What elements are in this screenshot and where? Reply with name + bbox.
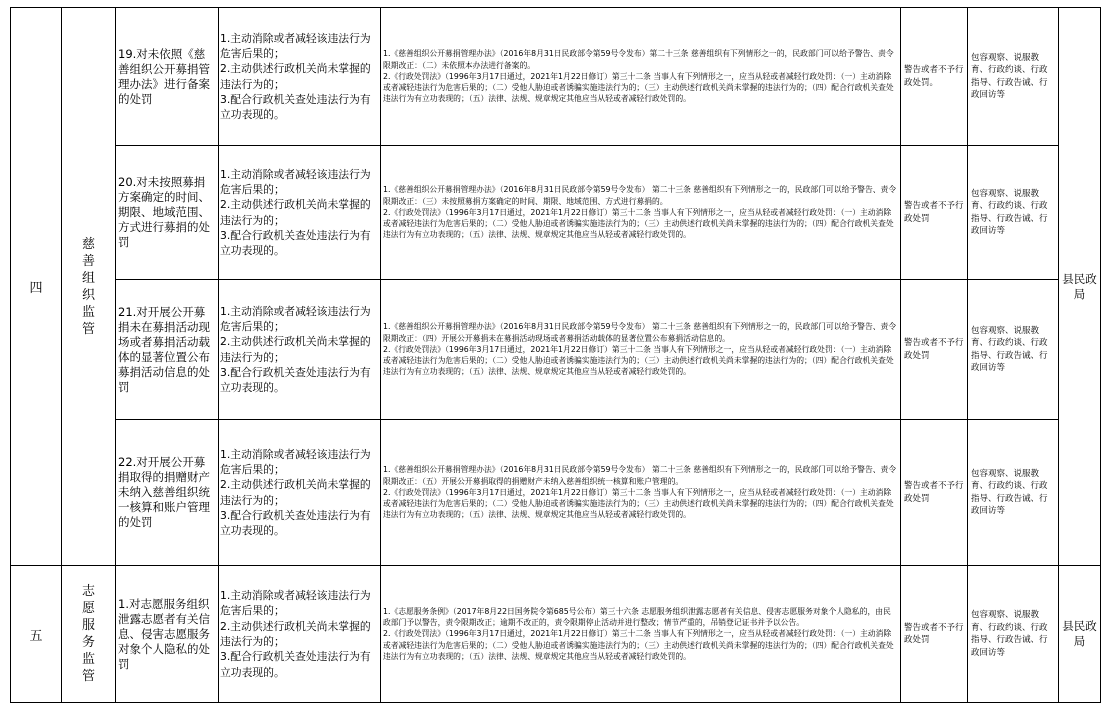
supervision-method: 包容观察、说服教育、行政约谈、行政指导、行政告诫、行政回访等: [968, 280, 1059, 420]
item-name: 22.对开展公开募捐取得的捐赠财产未纳入慈善组织统一核算和账户管理的处罚: [116, 420, 219, 566]
table-row: [11, 146, 1101, 280]
penalty-measure: 警告或者不予行政处罚: [901, 146, 968, 280]
condition-line: 2.主动供述行政机关尚未掌握的违法行为的；: [220, 478, 371, 507]
conditions: [219, 146, 381, 280]
condition-line: 2.主动供述行政机关尚未掌握的违法行为的；: [220, 619, 371, 648]
conditions: [219, 420, 381, 566]
item-name: 21.对开展公开募捐未在募捐活动现场或者募捐活动载体的显著位置公布募捐活动信息的处罚: [116, 280, 219, 420]
group-category: [62, 8, 116, 566]
conditions: [219, 566, 381, 703]
condition-line: 3.配合行政机关查处违法行为有立功表现的。: [220, 228, 371, 258]
item-name: 19.对未依照《慈善组织公开募捐管理办法》进行备案的处罚: [116, 8, 219, 146]
item-name: 1.对志愿服务组织泄露志愿者有关信息、侵害志愿服务对象个人隐私的处罚: [116, 566, 219, 703]
penalty-measure: 警告或者不予行政处罚: [901, 566, 968, 703]
category-label: 志愿服务监管: [81, 584, 95, 684]
supervision-method: 包容观察、说服教育、行政约谈、行政指导、行政告诫、行政回访等: [968, 420, 1059, 566]
group-seq: 五: [11, 566, 62, 703]
item-name: 20.对未按照募捐方案确定的时间、期限、地域范围、方式进行募捐的处罚: [116, 146, 219, 280]
penalty-measure: 警告或者不予行政处罚: [901, 420, 968, 566]
legal-basis: 1.《志愿服务条例》（2017年8月22日国务院令第685号公布）第三十六条 志愿服务组织泄露志愿者有关信息、侵害志愿服务对象个人隐私的，由民政部门予以警告，责令限期改正；逾期不改正的，责令限期停止活动并进行整改；情节严重的，吊销登记证书并予以公告。 2.《行政处罚法》（1996年3月17日通过，2021年1月22日修订）第三十二条 当事人有下列情形之一，应当从轻或者减轻行政处罚：（一）主动消除或者减轻违法行为危害后果的；（二）受他人胁迫或者诱骗实施违法行为的；（三）主动供述行政机关尚未掌握的违法行为的；（四）配合行政机关查处违法行为有立功表现的；（五）法律、法规、规章规定其他应当从轻或者减轻行政处罚的。: [381, 566, 901, 703]
supervision-method: 包容观察、说服教育、行政约谈、行政指导、行政告诫、行政回访等: [968, 566, 1059, 703]
condition-line: 2.主动供述行政机关尚未掌握的违法行为的；: [220, 335, 371, 364]
table-row: [11, 280, 1101, 420]
table-row: [11, 420, 1101, 566]
condition-line: 3.配合行政机关查处违法行为有立功表现的。: [220, 365, 371, 395]
group-category: [62, 566, 116, 703]
category-label: 慈善组织监管: [81, 236, 95, 337]
condition-line: 2.主动供述行政机关尚未掌握的违法行为的；: [220, 198, 371, 227]
department: 县民政局: [1059, 8, 1101, 566]
supervision-method: 包容观察、说服教育、行政约谈、行政指导、行政告诫、行政回访等: [968, 146, 1059, 280]
condition-line: 1.主动消除或者减轻该违法行为危害后果的；: [220, 447, 371, 476]
table-row: [11, 566, 1101, 703]
condition-line: 1.主动消除或者减轻该违法行为危害后果的；: [220, 31, 371, 60]
condition-line: 1.主动消除或者减轻该违法行为危害后果的；: [220, 304, 371, 333]
condition-line: 3.配合行政机关查处违法行为有立功表现的。: [220, 650, 371, 679]
legal-basis: 1.《慈善组织公开募捐管理办法》（2016年8月31日民政部令第59号令发布） 第二十三条 慈善组织有下列情形之一的，民政部门可以给予警告、责令限期改正：（五）开展公开募捐取得的捐赠财产未纳入慈善组织统一核算和账户管理的。 2.《行政处罚法》（1996年3月17日通过，2021年1月22日修订）第三十二条 当事人有下列情形之一，应当从轻或者减轻行政处罚：（一）主动消除或者减轻违法行为危害后果的；（二）受他人胁迫或者诱骗实施违法行为的；（三）主动供述行政机关尚未掌握的违法行为的；（四）配合行政机关查处违法行为有立功表现的；（五）法律、法规、规章规定其他应当从轻或者减轻行政处罚的。: [381, 420, 901, 566]
penalty-measure: 警告或者不予行政处罚。: [901, 8, 968, 146]
condition-line: 1.主动消除或者减轻该违法行为危害后果的；: [220, 167, 371, 196]
condition-line: 1.主动消除或者减轻该违法行为危害后果的；: [220, 589, 371, 618]
legal-basis: 1.《慈善组织公开募捐管理办法》（2016年8月31日民政部令第59号令发布） 第二十三条 慈善组织有下列情形之一的，民政部门可以给予警告、责令限期改正：（三）未按照募捐方案确定的时间、期限、地域范围、方式进行募捐的。 2.《行政处罚法》（1996年3月17日通过，2021年1月22日修订）第三十二条 当事人有下列情形之一，应当从轻或者减轻行政处罚：（一）主动消除或者减轻违法行为危害后果的；（二）受他人胁迫或者诱骗实施违法行为的；（三）主动供述行政机关尚未掌握的违法行为的；（四）配合行政机关查处违法行为有立功表现的；（五）法律、法规、规章规定其他应当从轻或者减轻行政处罚的。: [381, 146, 901, 280]
conditions: [219, 280, 381, 420]
supervision-method: 包容观察、说服教育、行政约谈、行政指导、行政告诫、行政回访等: [968, 8, 1059, 146]
condition-line: 3.配合行政机关查处违法行为有立功表现的。: [220, 508, 371, 538]
legal-basis: 1.《慈善组织公开募捐管理办法》（2016年8月31日民政部令第59号令发布）第二十三条 慈善组织有下列情形之一的，民政部门可以给予警告、责令限期改正：（二）未依照本办法进行备案的。 2.《行政处罚法》（1996年3月17日通过，2021年1月22日修订）第三十二条 当事人有下列情形之一，应当从轻或者减轻行政处罚：（一）主动消除或者减轻违法行为危害后果的；（二）受他人胁迫或者诱骗实施违法行为的；（三）主动供述行政机关尚未掌握的违法行为的；（四）配合行政机关查处违法行为有立功表现的；（五）法律、法规、规章规定其他应当从轻或者减轻行政处罚的。: [381, 8, 901, 146]
conditions: [219, 8, 381, 146]
condition-line: 3.配合行政机关查处违法行为有立功表现的。: [220, 92, 371, 122]
condition-line: 2.主动供述行政机关尚未掌握的违法行为的；: [220, 62, 371, 91]
group-seq: 四: [11, 8, 62, 566]
department: 县民政局: [1059, 566, 1101, 703]
penalty-table: [10, 7, 1101, 703]
legal-basis: 1.《慈善组织公开募捐管理办法》（2016年8月31日民政部令第59号令发布） 第二十三条 慈善组织有下列情形之一的，民政部门可以给予警告、责令限期改正：（四）开展公开募捐未在募捐活动现场或者募捐活动载体的显著位置公布募捐活动信息的。 2.《行政处罚法》（1996年3月17日通过，2021年1月22日修订）第三十二条 当事人有下列情形之一，应当从轻或者减轻行政处罚：（一）主动消除或者减轻违法行为危害后果的；（二）受他人胁迫或者诱骗实施违法行为的；（三）主动供述行政机关尚未掌握的违法行为的；（四）配合行政机关查处违法行为有立功表现的；（五）法律、法规、规章规定其他应当从轻或者减轻行政处罚的。: [381, 280, 901, 420]
table-row: [11, 8, 1101, 146]
penalty-measure: 警告或者不予行政处罚: [901, 280, 968, 420]
